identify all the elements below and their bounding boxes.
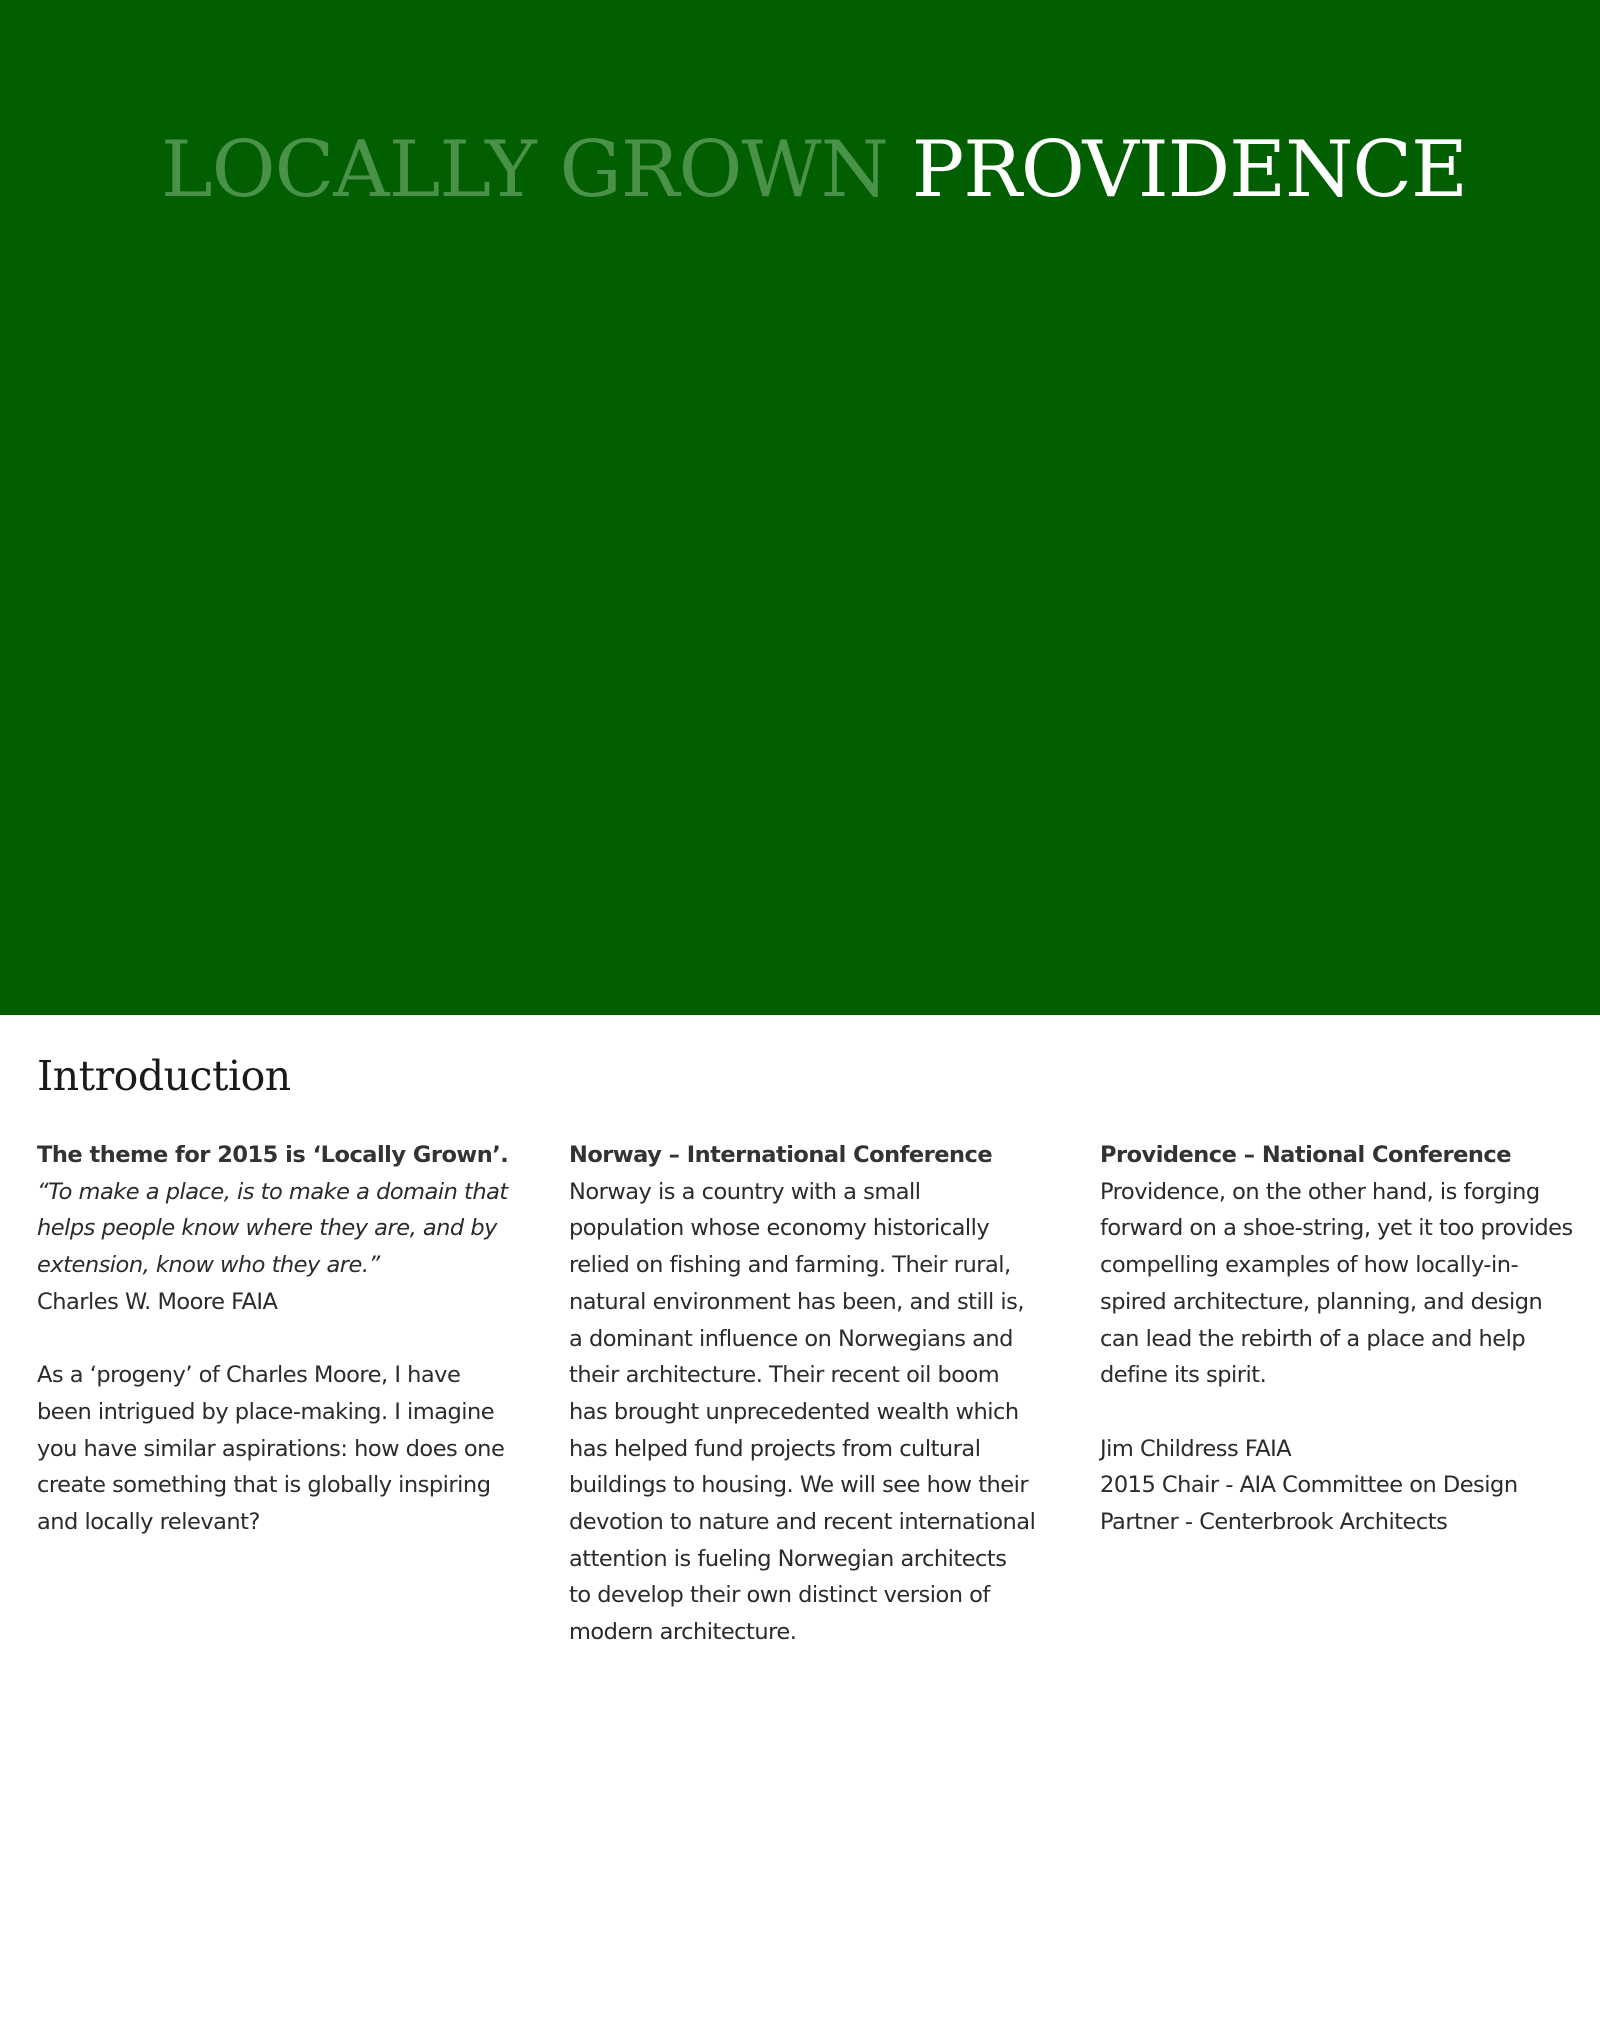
- body-line: and locally relevant?: [37, 1509, 260, 1536]
- body-line: their architecture. Their recent oil boom: [569, 1362, 1000, 1389]
- body-line: natural environment has been, and still is,: [569, 1288, 1025, 1315]
- quote-line: extension, know who they are.”: [37, 1252, 380, 1279]
- body-line: can lead the rebirth of a place and help: [1100, 1325, 1526, 1352]
- body-line: define its spirit.: [1100, 1362, 1267, 1389]
- body-line: devotion to nature and recent international: [569, 1509, 1036, 1536]
- intro-column-providence: [1100, 1137, 1600, 1541]
- body-line: As a ‘progeny’ of Charles Moore, I have: [37, 1362, 461, 1389]
- body-line: you have similar aspirations: how does one: [37, 1435, 505, 1462]
- signature-name: Jim Childress FAIA: [1100, 1435, 1292, 1462]
- body-line: to develop their own distinct version of: [569, 1582, 990, 1609]
- body-line: modern architecture.: [569, 1619, 797, 1646]
- hero-title-bright: PROVIDENCE: [911, 125, 1467, 215]
- column-heading: Providence – National Conference: [1100, 1142, 1512, 1168]
- body-line: spired architecture, planning, and design: [1100, 1288, 1543, 1315]
- intro-column-norway: [569, 1137, 1069, 1651]
- paragraph-gap: [37, 1321, 537, 1358]
- body-line: been intrigued by place-making. I imagine: [37, 1398, 495, 1425]
- signature-firm: Partner - Centerbrook Architects: [1100, 1509, 1448, 1536]
- body-line: a dominant influence on Norwegians and: [569, 1325, 1013, 1352]
- body-line: forward on a shoe-string, yet it too provides: [1100, 1215, 1573, 1242]
- body-line: attention is fueling Norwegian architects: [569, 1545, 1007, 1572]
- body-line: create something that is globally inspiring: [37, 1472, 491, 1499]
- body-line: has helped fund projects from cultural: [569, 1435, 981, 1462]
- quote-line: helps people know where they are, and by: [37, 1215, 497, 1242]
- body-line: has brought unprecedented wealth which: [569, 1398, 1019, 1425]
- body-line: buildings to housing. We will see how their: [569, 1472, 1029, 1499]
- body-line: population whose economy historically: [569, 1215, 990, 1242]
- quote-line: “To make a place, is to make a domain that: [37, 1178, 508, 1205]
- hero-title-muted: LOCALLY GROWN: [160, 125, 888, 215]
- hero-banner: [0, 0, 1600, 1015]
- body-line: Providence, on the other hand, is forging: [1100, 1178, 1540, 1205]
- section-heading: Introduction: [37, 1052, 291, 1100]
- paragraph-gap: [1100, 1394, 1600, 1431]
- column-heading: Norway – International Conference: [569, 1142, 993, 1168]
- quote-attribution: Charles W. Moore FAIA: [37, 1288, 278, 1315]
- body-line: relied on fishing and farming. Their rural,: [569, 1252, 1011, 1279]
- hero-title: [161, 120, 1467, 220]
- body-line: Norway is a country with a small: [569, 1178, 921, 1205]
- intro-column-theme: [37, 1137, 537, 1541]
- theme-lead: The theme for 2015 is ‘Locally Grown’.: [37, 1142, 509, 1168]
- signature-title: 2015 Chair - AIA Committee on Design: [1100, 1472, 1518, 1499]
- body-line: compelling examples of how locally-in-: [1100, 1252, 1519, 1279]
